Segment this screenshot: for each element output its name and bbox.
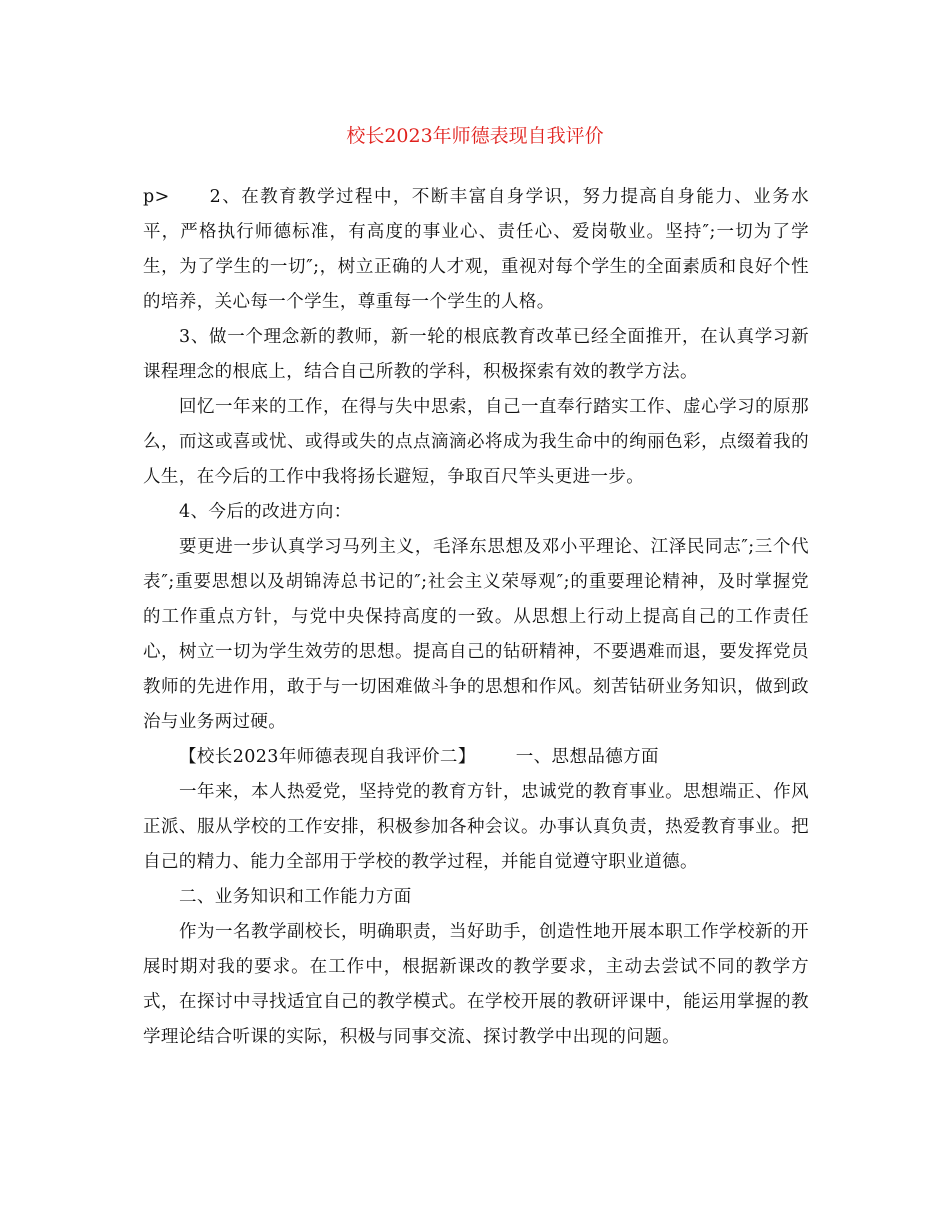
- paragraph-9: 作为一名教学副校长，明确职责，当好助手，创造性地开展本职工作学校新的开展时期对我的要求。在工作中，根据新课改的教学要求，主动去尝试不同的教学方式，在探讨中寻找适宜自己的教学模式。在学校开展的教研评课中，能运用掌握的教学理论结合听课的实际，积极与同事交流、探讨教学中出现的问题。: [143, 922, 809, 1047]
- paragraph-1: [143, 180, 809, 320]
- paragraph-prefix: p>: [143, 187, 170, 207]
- document-body: [143, 180, 809, 1055]
- paragraph-5: 要更进一步认真学习马列主义，毛泽东思想及邓小平理论、江泽民同志″;三个代表″;重要思想以及胡锦涛总书记的″;社会主义荣辱观″;的重要理论精神，及时掌握党的工作重点方针，与党中央保持高度的一致。从思想上行动上提高自己的工作责任心，树立一切为学生效劳的思想。提高自己的钻研精神，不要遇难而退，要发挥党员教师的先进作用，敢于与一切困难做斗争的思想和作风。刻苦钻研业务知识，做到政治与业务两过硬。: [143, 537, 809, 732]
- paragraph-6: [143, 740, 809, 775]
- paragraph-3: 回忆一年来的工作，在得与失中思索，自己一直奉行踏实工作、虚心学习的原那么，而这或喜或忧、或得或失的点点滴滴必将成为我生命中的绚丽色彩，点缀着我的人生，在今后的工作中我将扬长避短，争取百尺竿头更进一步。: [143, 397, 809, 487]
- section-subheading: 一、思想品德方面: [515, 747, 659, 767]
- paragraph-8: 二、业务知识和工作能力方面: [179, 887, 412, 907]
- paragraph-7: 一年来，本人热爱党，坚持党的教育方针，忠诚党的教育事业。思想端正、作风正派、服从学校的工作安排，积极参加各种会议。办事认真负责，热爱教育事业。把自己的精力、能力全部用于学校的教学过程，并能自觉遵守职业道德。: [143, 782, 809, 872]
- paragraph-text: 2、在教育教学过程中，不断丰富自身学识，努力提高自身能力、业务水平，严格执行师德标准，有高度的事业心、责任心、爱岗敬业。坚持″;一切为了学生，为了学生的一切″;，树立正确的人才观，重视对每个学生的全面素质和良好个性的培养，关心每一个学生，尊重每一个学生的人格。: [143, 187, 809, 312]
- paragraph-4: 4、今后的改进方向：: [179, 502, 352, 522]
- section-heading-two: 【校长2023年师德表现自我评价二】: [179, 747, 476, 767]
- document-title: 校长2023年师德表现自我评价: [346, 125, 604, 147]
- paragraph-2: 3、做一个理念新的教师，新一轮的根底教育改革已经全面推开，在认真学习新课程理念的根底上，结合自己所教的学科，积极探索有效的教学方法。: [143, 327, 809, 382]
